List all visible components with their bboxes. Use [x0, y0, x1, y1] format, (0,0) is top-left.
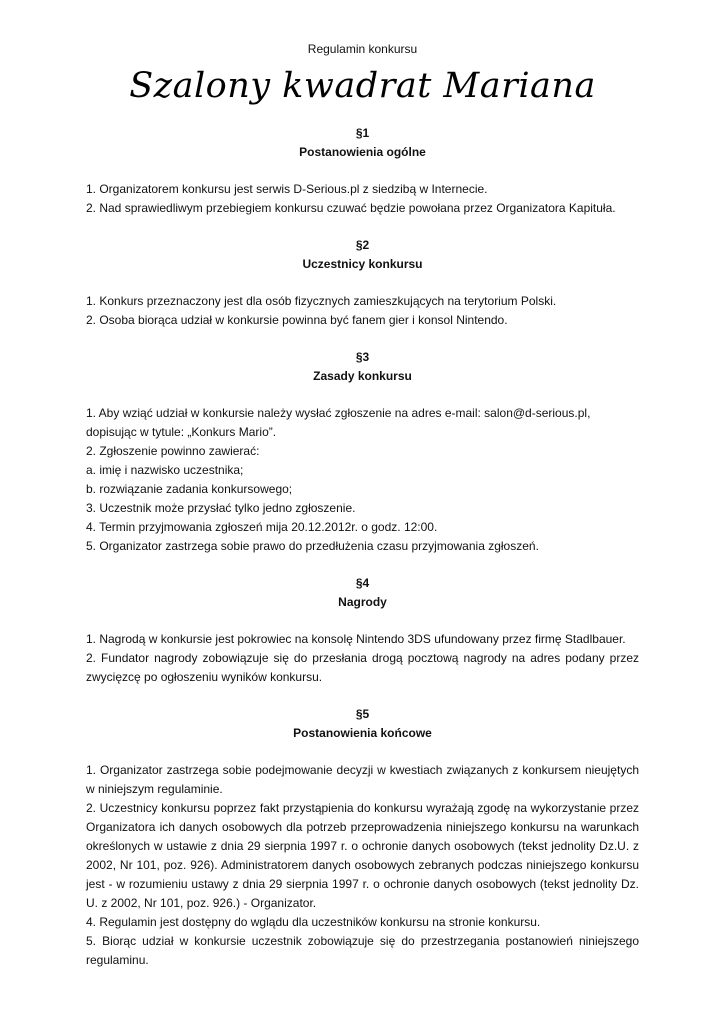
paragraph: 1. Konkurs przeznaczony jest dla osób fizycznych zamieszkujących na terytorium Polski. [86, 294, 557, 308]
section-2 [86, 236, 639, 348]
section-heading: Postanowienia końcowe [293, 726, 432, 740]
section-heading: Zasady konkursu [313, 369, 412, 383]
paragraph: a. imię i nazwisko uczestnika; [86, 463, 244, 477]
paragraph: 4. Regulamin jest dostępny do wglądu dla uczestników konkursu na stronie konkursu. [86, 915, 541, 929]
document-title: Szalony kwadrat Mariana [129, 66, 596, 106]
section-heading: Nagrody [338, 595, 387, 609]
section-4 [86, 574, 639, 705]
section-5 [86, 705, 639, 970]
paragraph: 1. Nagrodą w konkursie jest pokrowiec na konsolę Nintendo 3DS ufundowany przez firmę Stadlbauer. [86, 632, 626, 646]
paragraph: 4. Termin przyjmowania zgłoszeń mija 20.12.2012r. o godz. 12:00. [86, 520, 438, 534]
document-page [86, 40, 639, 970]
paragraph: 2. Zgłoszenie powinno zawierać: [86, 444, 260, 458]
paragraph: 5. Organizator zastrzega sobie prawo do przedłużenia czasu przyjmowania zgłoszeń. [86, 539, 539, 553]
paragraph: 1. Organizatorem konkursu jest serwis D-Serious.pl z siedzibą w Internecie. [86, 182, 488, 196]
paragraph: 1. Organizator zastrzega sobie podejmowanie decyzji w kwestiach związanych z konkursem nieujętych w niniejszym regulaminie. [86, 763, 639, 796]
section-3 [86, 348, 639, 574]
paragraph: b. rozwiązanie zadania konkursowego; [86, 482, 293, 496]
section-number: §4 [355, 576, 370, 590]
section-heading: Uczestnicy konkursu [302, 257, 423, 271]
section-heading: Postanowienia ogólne [299, 145, 426, 159]
paragraph: 2. Osoba biorąca udział w konkursie powinna być fanem gier i konsol Nintendo. [86, 313, 508, 327]
section-number: §1 [355, 126, 370, 140]
paragraph: 2. Nad sprawiedliwym przebiegiem konkursu czuwać będzie powołana przez Organizatora Kapituła. [86, 201, 616, 215]
section-1 [86, 124, 639, 236]
paragraph: 2. Uczestnicy konkursu poprzez fakt przystąpienia do konkursu wyrażają zgodę na wykorzystanie przez Organizatora ich danych osobowych dla potrzeb przeprowadzenia niniejszego konkursu na warunkach określonych w ustawie z dnia 29 sierpnia 1997 r. o ochronie danych osobowych (tekst jednolity Dz.U. z 2002, Nr 101, poz. 926). Administratorem danych osobowych zebranych podczas niniejszego konkursu jest - w rozumieniu ustawy z dnia 29 sierpnia 1997 r. o ochronie danych osobowych (tekst jednolity Dz. U. z 2002, Nr 101, poz. 926.) - Organizator. [86, 801, 639, 910]
paragraph: 5. Biorąc udział w konkursie uczestnik zobowiązuje się do przestrzegania postanowień niniejszego regulaminu. [86, 934, 639, 967]
paragraph: 2. Fundator nagrody zobowiązuje się do przesłania drogą pocztową nagrody na adres podany przez zwycięzcę po ogłoszeniu wyników konkursu. [86, 651, 639, 684]
section-number: §3 [355, 350, 370, 364]
paragraph: 1. Aby wziąć udział w konkursie należy wysłać zgłoszenie na adres e-mail: salon@d-serious.pl, dopisując w tytule: „Konkurs Mario”. [86, 406, 591, 439]
paragraph: 3. Uczestnik może przysłać tylko jedno zgłoszenie. [86, 501, 356, 515]
document-label: Regulamin konkursu [307, 42, 418, 56]
section-number: §5 [355, 707, 370, 721]
section-number: §2 [355, 238, 370, 252]
